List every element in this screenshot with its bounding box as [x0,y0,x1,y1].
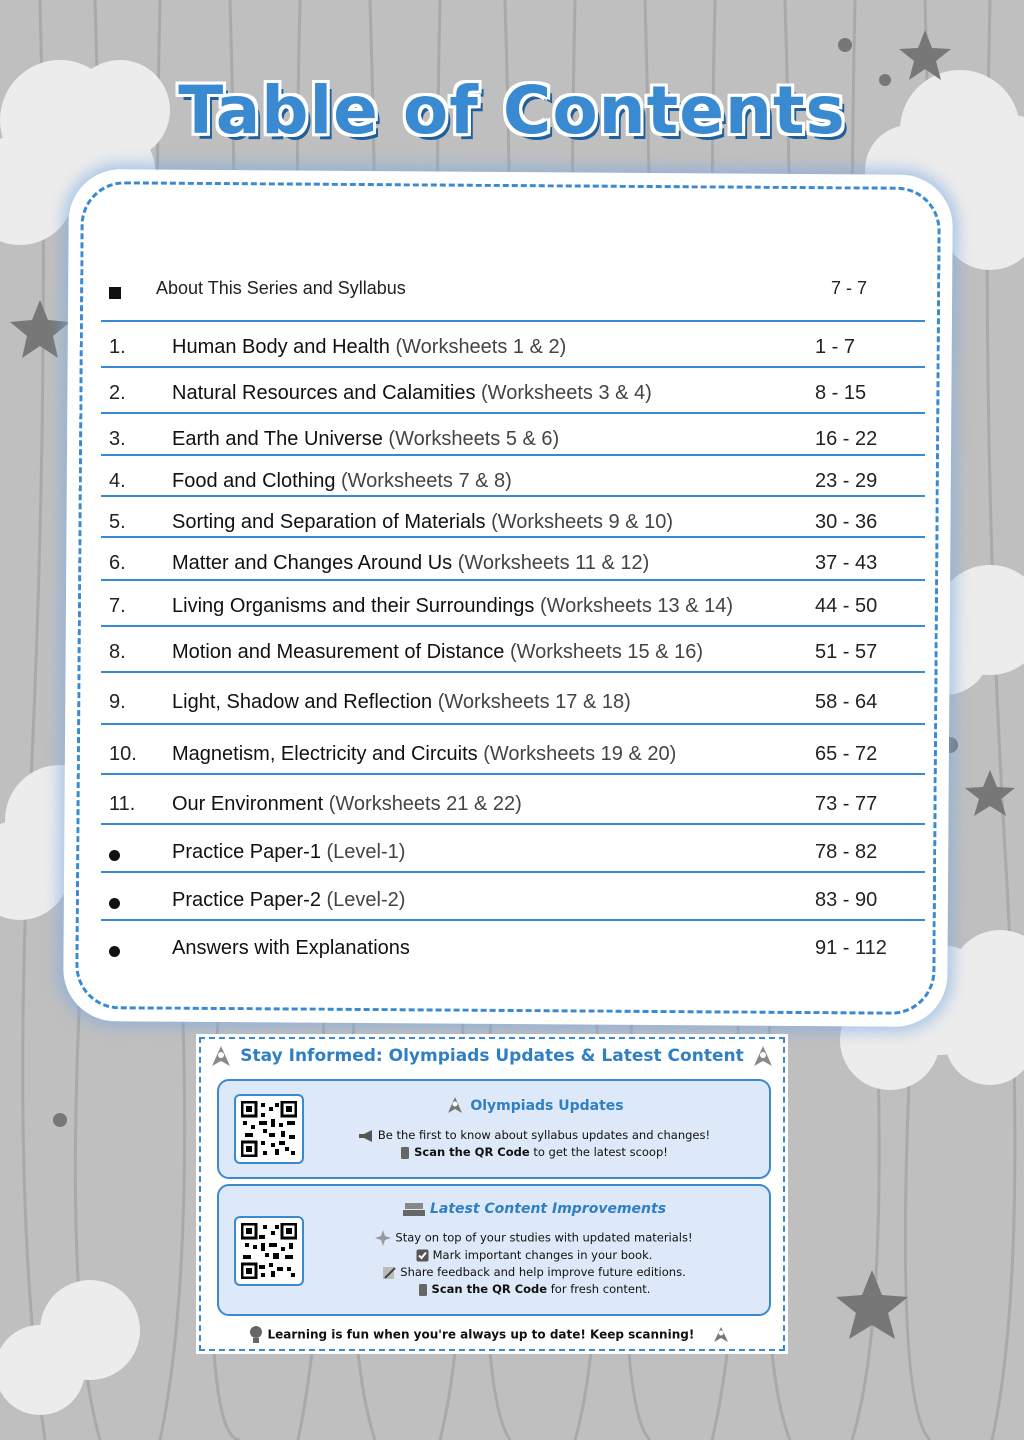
table-of-contents [101,262,925,969]
toc-title: Natural Resources and Calamities [172,382,476,404]
qr-code-icon [241,1223,297,1279]
sparkles-icon [375,1230,391,1246]
toc-row [101,368,925,414]
toc-row [101,414,925,456]
box-title: Olympiads Updates [470,1098,624,1114]
toc-row [101,627,925,673]
box-line: to get the latest scoop! [529,1145,668,1159]
toc-number: 3. [109,428,126,450]
toc-number: 2. [109,382,126,404]
toc-title: Living Organisms and their Surroundings [172,595,535,617]
toc-row [101,673,925,725]
toc-pages: 73 - 77 [815,793,878,815]
toc-pages: 58 - 64 [815,691,878,713]
toc-number: 9. [109,691,126,713]
bullet-icon [109,940,120,963]
info-footer [196,1325,788,1345]
toc-title: Motion and Measurement of Distance [172,641,505,663]
books-icon [402,1200,426,1218]
toc-worksheets: (Level-2) [320,889,406,911]
toc-pages: 83 - 90 [815,889,878,911]
qr-code-icon [241,1101,297,1157]
rocket-icon [711,1325,731,1345]
toc-number: 5. [109,511,126,533]
toc-row [101,538,925,581]
toc-title: Practice Paper-2 [172,889,321,911]
toc-number: 4. [109,470,126,492]
toc-pages: 78 - 82 [815,841,878,863]
qr-code[interactable] [234,1216,304,1286]
toc-row [101,825,925,873]
toc-row [101,456,925,497]
rocket-icon [444,1095,466,1117]
toc-pages: 51 - 57 [815,641,878,663]
toc-intro-pages: 7 - 7 [831,278,868,298]
toc-pages: 37 - 43 [815,552,878,574]
page-title: Table of Contents [178,72,846,149]
toc-title: Food and Clothing [172,470,336,492]
toc-worksheets: (Worksheets 5 & 6) [382,428,560,450]
toc-row [101,775,925,825]
toc-row [101,497,925,538]
toc-row [101,921,925,969]
info-heading: Stay Informed: Olympiads Updates & Latest Content [240,1046,744,1066]
toc-number: 7. [109,595,126,617]
bullet-icon [109,892,120,915]
toc-title: Our Environment [172,793,324,815]
checkbox-icon [416,1249,429,1262]
box-line: Mark important changes in your book. [432,1248,653,1262]
toc-intro-title: About This Series and Syllabus [156,278,406,298]
toc-worksheets: (Worksheets 7 & 8) [335,470,512,492]
toc-pages: 16 - 22 [815,428,878,450]
box-title: Latest Content Improvements [429,1201,667,1217]
box-line-bold: Scan the QR Code [414,1145,530,1159]
box-line: for fresh content. [547,1282,651,1296]
toc-pages: 30 - 36 [815,511,878,533]
phone-icon [400,1146,410,1160]
toc-title: Human Body and Health [172,336,390,358]
latest-content-box [217,1184,771,1316]
square-bullet-icon [109,282,121,305]
box-line-bold: Scan the QR Code [431,1282,548,1296]
toc-worksheets: (Worksheets 3 & 4) [475,382,652,404]
toc-worksheets: (Worksheets 17 & 18) [432,691,631,713]
toc-pages: 44 - 50 [815,595,878,617]
toc-worksheets: (Worksheets 9 & 10) [485,511,673,533]
toc-row [101,322,925,368]
toc-pages: 1 - 7 [815,336,856,358]
memo-icon [382,1266,396,1280]
toc-title: Answers with Explanations [172,937,410,959]
toc-number: 6. [109,552,126,574]
toc-number: 1. [109,336,126,358]
toc-number: 8. [109,641,126,663]
lightbulb-icon [249,1325,263,1345]
toc-worksheets: (Level-1) [320,841,406,863]
box-line: Stay on top of your studies with updated materials! [395,1230,693,1245]
toc-worksheets: (Worksheets 13 & 14) [534,595,734,617]
toc-worksheets: (Worksheets 21 & 22) [323,793,522,815]
toc-pages: 23 - 29 [815,470,878,492]
toc-worksheets: (Worksheets 11 & 12) [452,552,650,574]
toc-worksheets: (Worksheets 19 & 20) [477,743,677,765]
toc-title: Matter and Changes Around Us [172,552,453,574]
toc-title: Magnetism, Electricity and Circuits [172,743,478,765]
toc-row [101,725,925,775]
toc-worksheets: (Worksheets 1 & 2) [389,336,567,358]
toc-intro-row [101,262,925,322]
toc-pages: 8 - 15 [815,382,867,404]
info-panel [196,1034,788,1354]
megaphone-icon [358,1129,374,1143]
toc-worksheets: (Worksheets 15 & 16) [504,641,704,663]
toc-number: 10. [109,743,137,765]
toc-row [101,581,925,627]
toc-pages: 65 - 72 [815,743,878,765]
toc-row [101,873,925,921]
bullet-icon [109,844,120,867]
box-line: Share feedback and help improve future editions. [400,1265,686,1279]
info-footer-text: Learning is fun when you're always up to date! Keep scanning! [267,1327,695,1342]
toc-title: Earth and The Universe [172,428,383,450]
qr-code[interactable] [234,1094,304,1164]
toc-title: Sorting and Separation of Materials [172,511,486,533]
toc-pages: 91 - 112 [815,937,887,959]
olympiads-updates-box [217,1079,771,1179]
toc-title: Light, Shadow and Reflection [172,691,433,713]
toc-title: Practice Paper-1 [172,841,321,863]
toc-number: 11. [109,793,136,815]
box-line: Be the first to know about syllabus updates and changes! [377,1128,711,1142]
phone-icon [418,1283,428,1297]
